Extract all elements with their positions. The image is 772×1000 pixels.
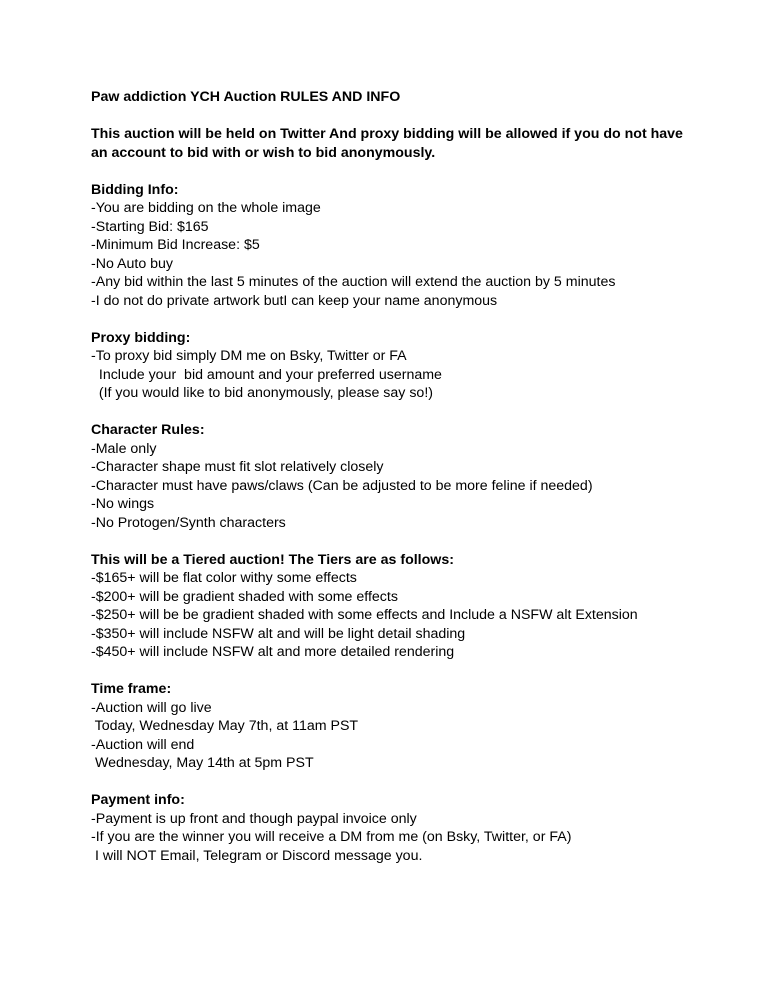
time-frame-item: -Auction will go live [91, 699, 212, 716]
payment-info-item: -If you are the winner you will receive a DM from me (on Bsky, Twitter, or FA) [91, 829, 572, 845]
payment-info-section [91, 791, 731, 865]
bidding-info-item: -No Auto buy [91, 255, 174, 272]
payment-info-item: -Payment is up front and though paypal invoice only [91, 810, 417, 827]
payment-info-heading: Payment info: [91, 792, 185, 808]
tiers-section [91, 551, 731, 662]
document-page [91, 88, 731, 865]
character-rules-item: -Character shape must fit slot relatively closely [91, 459, 384, 475]
proxy-bidding-section [91, 329, 731, 403]
intro-paragraph [91, 125, 731, 162]
bidding-info-item: -Minimum Bid Increase: $5 [91, 237, 260, 253]
character-rules-item: -No Protogen/Synth characters [91, 514, 286, 531]
time-frame-item: Wednesday, May 14th at 5pm PST [91, 755, 314, 771]
bidding-info-item: -Any bid within the last 5 minutes of the auction will extend the auction by 5 minutes [91, 274, 616, 290]
tier-item: -$350+ will include NSFW alt and will be light detail shading [91, 625, 466, 642]
intro-line: an account to bid with or wish to bid anonymously. [91, 144, 436, 161]
bidding-info-section [91, 181, 731, 311]
character-rules-section [91, 421, 731, 532]
proxy-bidding-item: Include your bid amount and your preferred username [91, 366, 442, 383]
payment-info-item: I will NOT Email, Telegram or Discord message you. [91, 847, 423, 864]
time-frame-item: Today, Wednesday May 7th, at 11am PST [91, 718, 359, 734]
document-title: Paw addiction YCH Auction RULES AND INFO [91, 89, 401, 105]
bidding-info-heading: Bidding Info: [91, 181, 179, 198]
intro-line: This auction will be held on Twitter And proxy bidding will be allowed if you do not have [91, 126, 683, 142]
time-frame-item: -Auction will end [91, 736, 195, 753]
character-rules-item: -Character must have paws/claws (Can be adjusted to be more feline if needed) [91, 477, 593, 494]
proxy-bidding-item: -To proxy bid simply DM me on Bsky, Twitter or FA [91, 348, 407, 364]
time-frame-heading: Time frame: [91, 681, 172, 697]
tiers-heading: This will be a Tiered auction! The Tiers are as follows: [91, 551, 454, 568]
time-frame-section [91, 680, 731, 773]
bidding-info-item: -You are bidding on the whole image [91, 200, 321, 216]
bidding-info-item: -I do not do private artwork butI can keep your name anonymous [91, 292, 498, 309]
bidding-info-item: -Starting Bid: $165 [91, 218, 209, 235]
proxy-bidding-heading: Proxy bidding: [91, 329, 191, 346]
tier-item: -$450+ will include NSFW alt and more detailed rendering [91, 644, 455, 660]
character-rules-item: -No wings [91, 496, 155, 512]
character-rules-heading: Character Rules: [91, 422, 205, 438]
character-rules-item: -Male only [91, 440, 157, 457]
proxy-bidding-item: (If you would like to bid anonymously, please say so!) [91, 385, 433, 401]
tier-item: -$200+ will be gradient shaded with some effects [91, 588, 398, 605]
tier-item: -$165+ will be flat color withy some effects [91, 570, 357, 586]
tier-item: -$250+ will be be gradient shaded with some effects and Include a NSFW alt Extension [91, 607, 638, 623]
